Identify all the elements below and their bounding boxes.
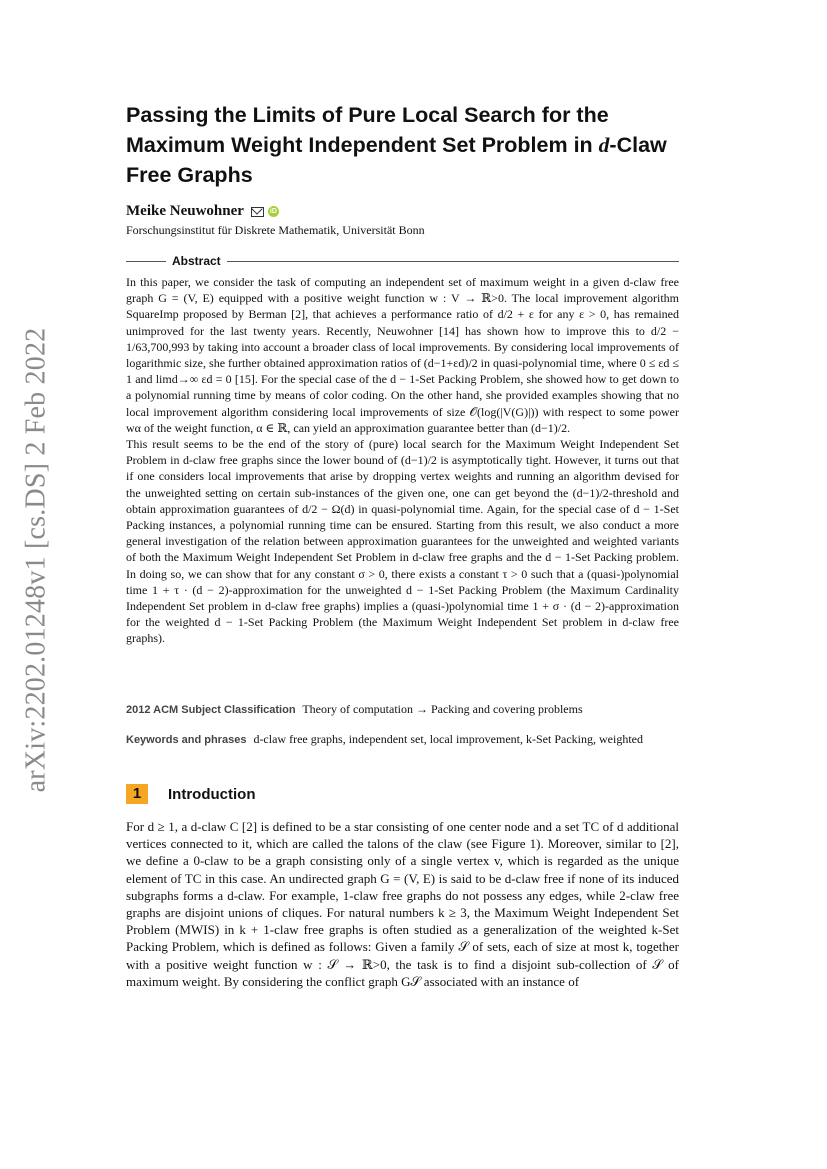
affiliation: Forschungsinstitut für Diskrete Mathematik, Universität Bonn — [126, 223, 425, 237]
abstract-paragraph-2: This result seems to be the end of the story of (pure) local search for the Maximum Weight Independent Set Problem in d-claw free graphs since the lower bound of (d−1)/2 is asymptotically tight. However, it turns out that if one considers local improvements that arise by dropping vertex weights and running an algorithm devised for the unweighted setting on certain sub-instances of the given one, one can get beyond the (d−1)/2-threshold and obtain approximation guarantees of d/2 − Ω(d) in quasi-polynomial time. Again, for the special case of d − 1-Set Packing instances, a polynomial running time can be ensured. Starting from this result, we also conduct a more general investigation of the relation between approximation guarantees for the unweighted and weighted variants of both the Maximum Weight Independent Set Problem in d-claw free graphs and the d − 1-Set Packing problem. In doing so, we can show that for any constant σ > 0, there exists a constant τ > 0 such that a (quasi-)polynomial time 1 + τ · (d − 2)-approximation for the unweighted d − 1-Set Packing Problem (the Maximum Cardinality Independent Set problem in d-claw free graphs) implies a (quasi-)polynomial time 1 + σ · (d − 2)-approximation for the weighted d − 1-Set Packing Problem (the Maximum Weight Independent Set problem in d-claw free graphs). — [126, 437, 679, 646]
abstract-body — [126, 274, 679, 647]
introduction-body — [126, 818, 679, 990]
section-title: Introduction — [168, 785, 256, 803]
keywords-label: Keywords and phrases — [126, 734, 247, 746]
arxiv-id-text: arXiv:2202.01248v1 [cs.DS] 2 Feb 2022 — [20, 327, 52, 793]
abstract-paragraph-1: In this paper, we consider the task of computing an independent set of maximum weight in a given d-claw free graph G = (V, E) equipped with a positive weight function w : V → ℝ>0. The local improvement algorithm SquareImp proposed by Berman [2], that achieves a performance ratio of d/2 + ε for any ε > 0, has remained unimproved for the last twenty years. Recently, Neuwohner [14] has shown how to improve this to d/2 − 1/63,700,993 by taking into account a broader class of local improvements. By considering local improvements of logarithmic size, she further obtained approximation ratios of (d−1+εd)/2 in quasi-polynomial time, where 0 ≤ εd ≤ 1 and limd→∞ εd = 0 [15]. For the special case of the d − 1-Set Packing Problem, she showed how to get down to a polynomial running time by means of color coding. On the other hand, she provided examples showing that no local improvement algorithm considering local improvements of size 𝒪(log(|V(G)|)) with respect to some power wα of the weight function, α ∈ ℝ, can yield an approximation guarantee better than (d−1)/2. — [126, 275, 679, 435]
arxiv-identifier-stamp — [14, 220, 58, 900]
abstract-heading — [126, 254, 679, 268]
acm-classification — [126, 701, 679, 719]
acm-label: 2012 ACM Subject Classification — [126, 704, 296, 716]
email-icon[interactable] — [251, 207, 264, 217]
abstract-label: Abstract — [172, 254, 221, 268]
author-line — [126, 203, 279, 220]
intro-paragraph: For d ≥ 1, a d-claw C [2] is defined to be a star consisting of one center node and a set TC of d additional vertices connected to it, which are called the talons of the claw (see Figure 1). Moreover, similar to [2], we define a 0-claw to be a graph consisting only of a single vertex v, which is regarded as the unique element of TC in this case. An undirected graph G = (V, E) is said to be d-claw free if none of its induced subgraphs forms a d-claw. For example, 1-claw free graphs do not possess any edges, while 2-claw free graphs are disjoint unions of cliques. For natural numbers k ≥ 3, the Maximum Weight Independent Set Problem (MWIS) in k + 1-claw free graphs is often studied as a generalization of the weighted k-Set Packing Problem, which is defined as follows: Given a family 𝒮 of sets, each of size at most k, together with a positive weight function w : 𝒮 → ℝ>0, the task is to find a disjoint sub-collection of 𝒮 of maximum weight. By considering the conflict graph G𝒮 associated with an instance of — [126, 819, 679, 989]
acm-text: Theory of computation → Packing and covering problems — [302, 702, 583, 716]
title-d: d — [598, 133, 610, 157]
author-name: Meike Neuwohner — [126, 203, 244, 219]
keywords — [126, 731, 679, 749]
section-number: 1 — [126, 784, 148, 804]
paper-title — [126, 100, 686, 190]
orcid-icon[interactable]: iD — [269, 208, 277, 215]
section-heading-introduction — [126, 784, 255, 804]
abstract-rule-left — [126, 261, 166, 262]
keywords-text: d-claw free graphs, independent set, local improvement, k-Set Packing, weighted — [253, 732, 643, 746]
abstract-rule-right — [227, 261, 679, 262]
title-part2: -Claw Free Graphs — [126, 133, 667, 187]
title-part1: Passing the Limits of Pure Local Search for the Maximum Weight Independent Set Problem in — [126, 103, 609, 157]
